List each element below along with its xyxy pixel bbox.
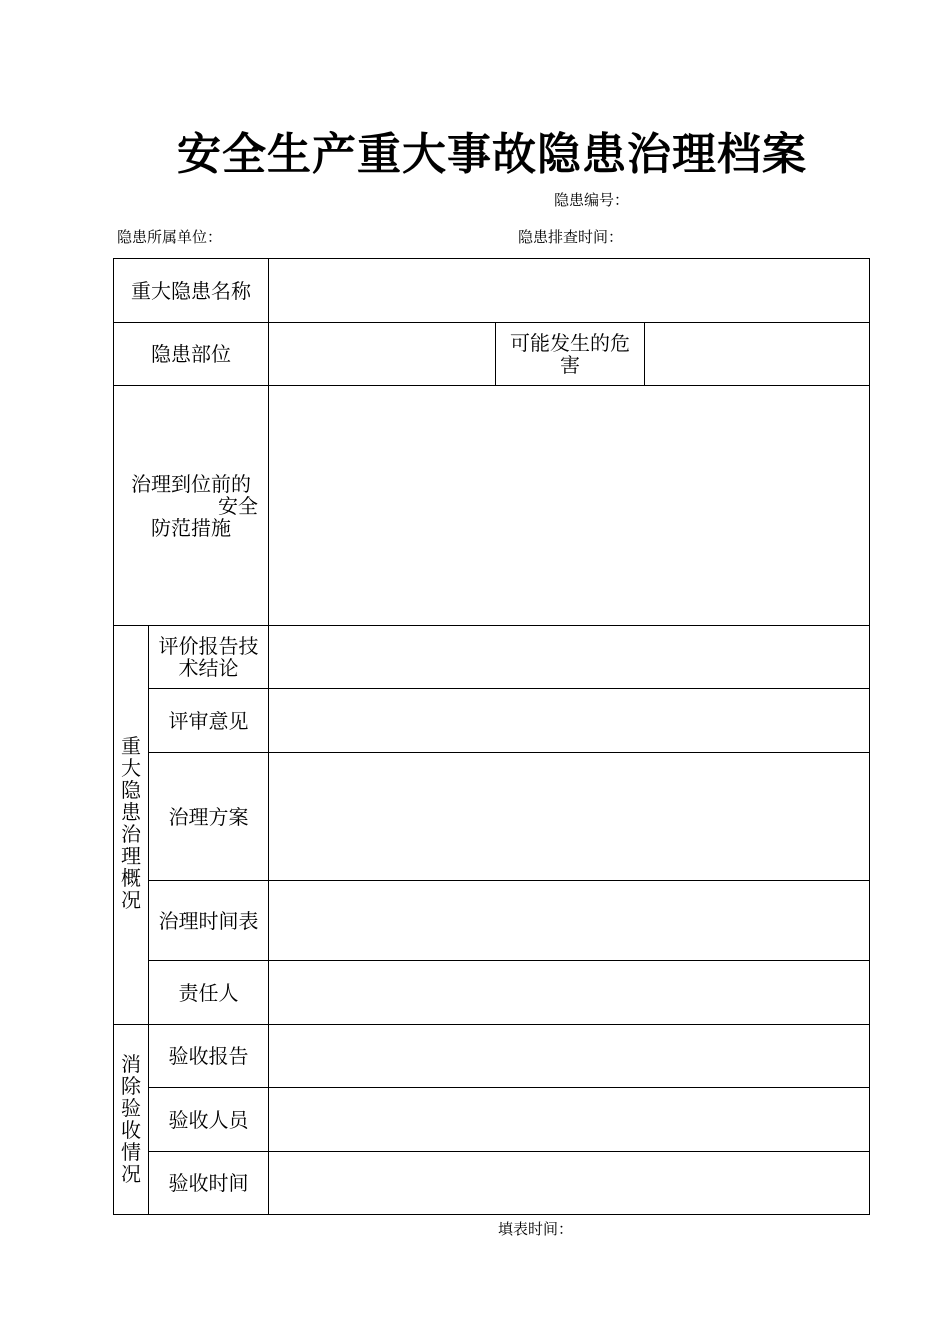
possible-harm-field[interactable] (645, 323, 869, 385)
treatment-schedule-field[interactable] (269, 881, 869, 960)
evaluation-report-field[interactable] (269, 626, 869, 688)
possible-harm-label: 可能发生的危害 (510, 331, 630, 377)
major-hazard-name-label: 重大隐患名称 (131, 278, 251, 303)
acceptance-personnel-label: 验收人员 (168, 1107, 249, 1132)
acceptance-report-label: 验收报告 (168, 1044, 249, 1068)
hazard-location-label: 隐患部位 (151, 342, 231, 366)
acceptance-personnel-field[interactable] (269, 1088, 869, 1151)
treatment-plan-field[interactable] (269, 753, 869, 880)
overview-group-label: 重大隐患治理概况 (121, 734, 141, 912)
major-hazard-name-field[interactable] (269, 259, 869, 322)
inspection-time-label: 隐患排查时间： (518, 228, 624, 246)
responsible-person-label: 责任人 (178, 980, 239, 1005)
responsible-person-field[interactable] (269, 961, 869, 1024)
fill-time-label: 填表时间： (498, 1220, 574, 1238)
precautions-label: 治理到位前的 安全 防范措施 (131, 471, 258, 540)
acceptance-group-label: 消除验收情况 (121, 1052, 141, 1186)
evaluation-report-label: 评价报告技术结论 (158, 634, 259, 680)
review-opinion-field[interactable] (269, 689, 869, 752)
document-title: 安全生产重大事故隐患治理档案 (177, 129, 807, 180)
review-opinion-label: 评审意见 (168, 708, 249, 733)
acceptance-time-field[interactable] (269, 1152, 869, 1214)
treatment-plan-label: 治理方案 (168, 804, 249, 829)
unit-label: 隐患所属单位： (117, 228, 223, 246)
acceptance-report-field[interactable] (269, 1025, 869, 1087)
hazard-record-form (113, 258, 870, 1215)
hazard-location-field[interactable] (269, 323, 495, 385)
hazard-number-label: 隐患编号： (554, 191, 630, 209)
acceptance-time-label: 验收时间 (168, 1171, 249, 1195)
treatment-schedule-label: 治理时间表 (158, 908, 259, 933)
precautions-field[interactable] (269, 386, 869, 625)
